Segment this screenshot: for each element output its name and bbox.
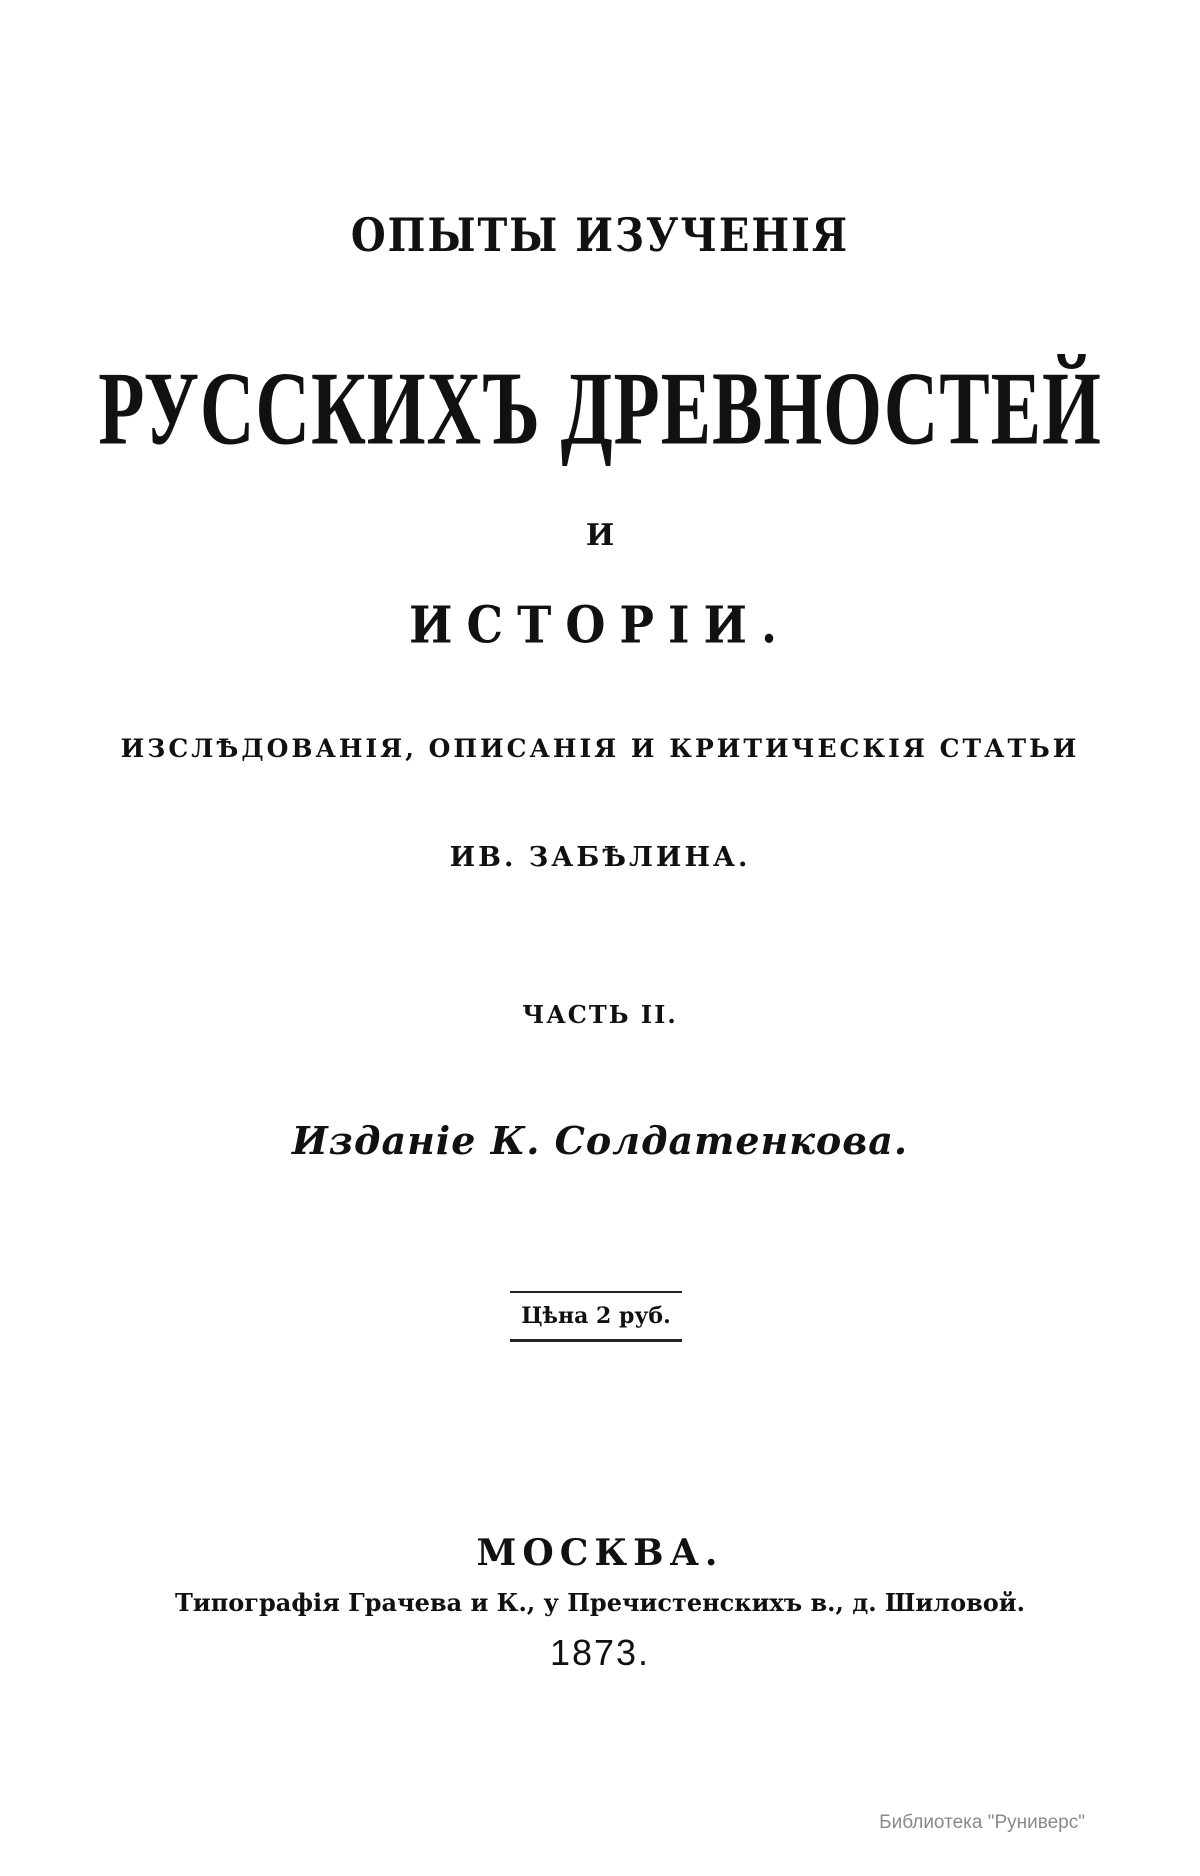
subtitle: ИЗСЛѢДОВАНIЯ, ОПИСАНIЯ И КРИТИЧЕСКIЯ СТАТЬИ bbox=[120, 734, 1080, 763]
publisher: Изданiе К. Солдатенкова. bbox=[291, 1118, 909, 1163]
title-line-1: ОПЫТЫ ИЗУЧЕНIЯ bbox=[350, 208, 850, 263]
price: Цѣна 2 руб. bbox=[521, 1303, 671, 1329]
part-number: ЧАСТЬ II. bbox=[522, 1000, 678, 1029]
library-watermark: Библиотека "Руниверс" bbox=[879, 1812, 1085, 1833]
title-line-3: ИСТОРIИ. bbox=[409, 595, 791, 655]
price-rule-top bbox=[510, 1291, 682, 1293]
author: ИВ. ЗАБѢЛИНА. bbox=[449, 842, 751, 873]
price-box bbox=[510, 1291, 682, 1343]
city: МОСКВА. bbox=[476, 1532, 724, 1574]
publication-year: 1873. bbox=[549, 1632, 651, 1673]
price-rule-bottom bbox=[510, 1339, 682, 1342]
title-line-2: РУССКИХЪ ДРЕВНОСТЕЙ bbox=[98, 349, 1102, 467]
title-conjunction: И bbox=[585, 518, 615, 553]
printer-imprint: Типографiя Грачева и К., у Пречистенскихъ в., д. Шиловой. bbox=[175, 1588, 1025, 1617]
